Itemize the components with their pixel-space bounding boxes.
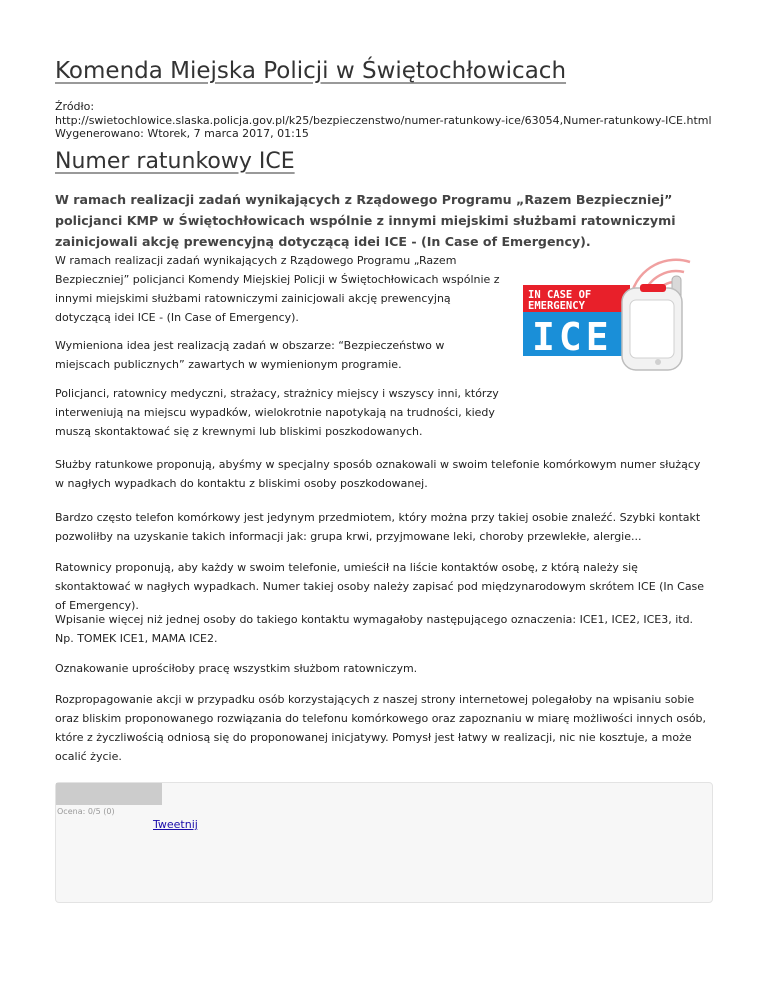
meta-info: [55, 100, 712, 141]
paragraph: Wpisanie więcej niż jednej osoby do takiego kontaktu wymagałoby następującego oznaczenia: ICE1, ICE2, ICE3, itd. Np. TOMEK ICE1, MAMA ICE2.: [55, 613, 694, 645]
generated-date: Wygenerowano: Wtorek, 7 marca 2017, 01:15: [55, 127, 309, 140]
article-lead: W ramach realizacji zadań wynikających z Rządowego Programu „Razem Bezpieczniej” policjanci KMP w Świętochłowicach wspólnie z innymi miejskimi służbami ratowniczymi zainicjowali akcję prewencyjną dotyczącą idei ICE - (In Case of Emergency).: [55, 192, 676, 249]
rating-text: Ocena: 0/5 (0): [57, 807, 115, 816]
paragraph: W ramach realizacji zadań wynikających z Rządowego Programu „Razem Bezpieczniej” policjanci Komendy Miejskiej Policji w Świętochłowicach wspólnie z innymi miejskimi służbami ratowniczymi zainicjowali akcję prewencyjną dotyczącą idei ICE - (In Case of Emergency).: [55, 254, 500, 324]
rating-stars[interactable]: [56, 783, 162, 805]
site-title: Komenda Miejska Policji w Świętochłowicach: [55, 58, 567, 84]
source-url: http://swietochlowice.slaska.policja.gov.pl/k25/bezpieczenstwo/numer-ratunkowy-ice/63054,Numer-ratunkowy-ICE.html: [55, 113, 712, 127]
ice-emergency-illustration: [520, 250, 713, 372]
paragraph: Oznakowanie uprościłoby pracę wszystkim służbom ratowniczym.: [55, 662, 418, 675]
ice-line1: IN CASE OF: [528, 289, 592, 301]
ice-image: [520, 250, 713, 372]
paragraph: Policjanci, ratownicy medyczni, strażacy, strażnicy miejscy i wszyscy inni, którzy interweniują na miejscu wypadków, wielokrotnie napotykają na trudności, kiedy muszą skontaktować się z krewnymi lub bliskimi poszkodowanych.: [55, 387, 499, 438]
paragraph: Wymieniona idea jest realizacją zadań w obszarze: “Bezpieczeństwo w miejscach publicznych” zawartych w wymienionym programie.: [55, 339, 445, 371]
source-label: Źródło:: [55, 100, 95, 113]
ice-line2: EMERGENCY: [528, 300, 585, 312]
paragraph: Ratownicy proponują, aby każdy w swoim telefonie, umieścił na liście kontaktów osobę, z którą należy się skontaktować w nagłych wypadkach. Numer takiej osoby należy zapisać pod międzynarodowym skrótem ICE (In Case of Emergency).: [55, 561, 705, 612]
rating-panel: [55, 782, 713, 903]
ice-big-text: ICE: [532, 315, 613, 359]
paragraph: Służby ratunkowe proponują, abyśmy w specjalny sposób oznakowali w swoim telefonie komórkowym numer służący w nagłych wypadkach do kontaktu z bliskimi osoby poszkodowanej.: [55, 458, 701, 490]
paragraph: Bardzo często telefon komórkowy jest jedynym przedmiotem, który można przy takiej osobie znaleźć. Szybki kontakt pozwoliłby na uzyskanie takich informacji jak: grupa krwi, przyjmowane leki, choroby przewlekłe, alergie...: [55, 511, 701, 543]
article-title: Numer ratunkowy ICE: [55, 149, 295, 174]
tweet-link[interactable]: Tweetnij: [153, 818, 198, 831]
paragraph: Rozpropagowanie akcji w przypadku osób korzystających z naszej strony internetowej polegałoby na wpisaniu sobie oraz bliskim proponowanego rozwiązania do telefonu komórkowego oraz zapoznaniu w miarę możliwości innych osób, które z życzliwością odniosą się do proponowanej inicjatywy. Pomysł jest łatwy w realizacji, nic nie kosztuje, a może ocalić życie.: [55, 693, 707, 763]
